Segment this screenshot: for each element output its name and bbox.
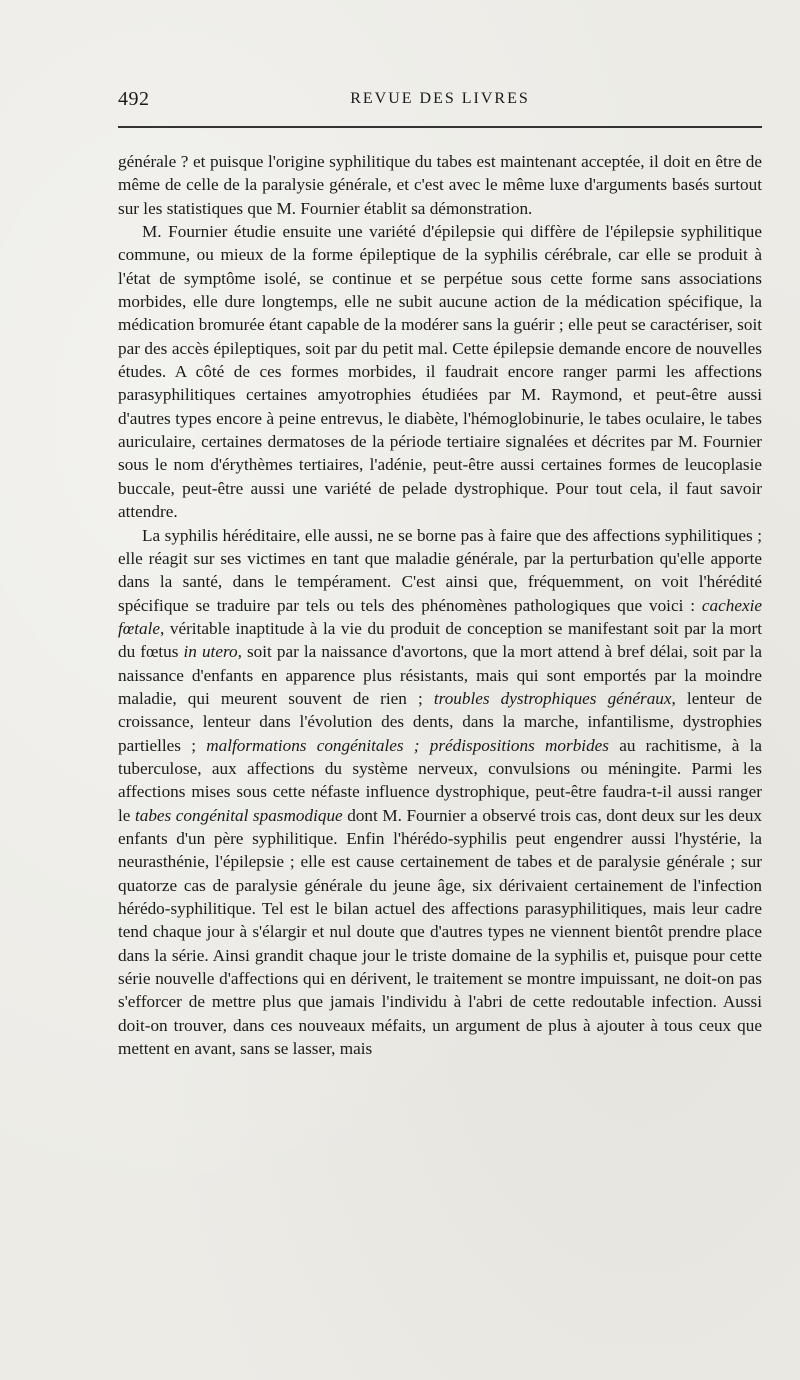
paragraph-3-text: , soit par la naissance d'avortons, que la mort attend à bref délai, soit par la naissance d'enfants en apparence plus résistants, mais qui sont emportés par la moindre maladie, qui meurent souvent de rien ; bbox=[118, 642, 763, 708]
page-header bbox=[118, 88, 762, 118]
header-rule bbox=[118, 126, 762, 128]
italic-term-cachexie: cachexie fœtale bbox=[118, 595, 762, 638]
italic-term-malformations: malformations congénitales ; prédispositions morbides bbox=[206, 735, 609, 755]
paragraph-1: générale ? et puisque l'origine syphilitique du tabes est maintenant acceptée, il doit en être de même de celle de la paralysie générale, et c'est avec le même luxe d'arguments basés surtout sur les statistiques que M. Fournier établit sa démonstration. bbox=[118, 152, 762, 218]
paragraph-3 bbox=[118, 524, 762, 1061]
page-number: 492 bbox=[118, 88, 150, 110]
paragraph-3-text: , véritable inaptitude à la vie du produit de conception se manifestant soit par la mort du fœtus bbox=[118, 618, 762, 662]
italic-term-tabes: tabes congénital spasmodique bbox=[134, 805, 343, 825]
paragraph-3-text: La syphilis héréditaire, elle aussi, ne se borne pas à faire que des affections syphilitiques ; elle réagit sur ses victimes en tant que maladie générale, par la perturbation qu'elle apporte dans la santé, dans le tempérament. C'est ainsi que, fréquemment, on voit l'hérédité spécifique se traduire par tels ou tels des phénomènes pathologiques que voici : bbox=[118, 525, 762, 615]
paragraph-3-text: dont M. Fournier a observé trois cas, dont deux sur les deux enfants d'un père syphilitique. Enfin l'hérédo-syphilis peut engendrer aussi l'hystérie, la neurasthénie, l'épilepsie ; elle est cause certainement de tabes et de paralysie générale ; sur quatorze cas de paralysie générale du jeune âge, six dérivaient certainement de l'infection hérédo-syphilitique. Tel est le bilan actuel des affections parasyphilitiques, mais leur cadre tend chaque jour à s'élargir et nul doute que d'autres types ne viennent bientôt prendre place dans la série. Ainsi grandit chaque jour le triste domaine de la syphilis et, puisque pour cette série nouvelle d'affections qui en dérivent, le traitement se montre impuissant, ne doit-on pas s'efforcer de mettre plus que jamais l'individu à l'abri de cette redoutable infection. Aussi doit-on trouver, dans ces nouveaux méfaits, un argument de plus à ajouter à tous ceux que mettent en avant, sans se lasser, mais bbox=[118, 805, 763, 1059]
paragraph-3-text: au rachitisme, à la tuberculose, aux affections du système nerveux, convulsions ou méningite. Parmi les affections mises sous cette néfaste influence dystrophique, peut-être faudra-t-il aussi ranger le bbox=[118, 735, 762, 825]
italic-term-troubles: troubles dystrophiques généraux bbox=[433, 688, 672, 708]
paragraph-2: M. Fournier étudie ensuite une variété d'épilepsie qui diffère de l'épilepsie syphilitique commune, ou mieux de la forme épileptique de la syphilis cérébrale, car elle se produit à l'état de symptôme isolé, se continue et se perpétue sous cette forme sans associations morbides, elle dure longtemps, elle ne subit aucune action de la médication spécifique, la médication bromurée étant capable de la modérer sans la guérir ; elle peut se caractériser, soit par des accès épileptiques, soit par du petit mal. Cette épilepsie demande encore de nouvelles études. A côté de ces formes morbides, il faudrait encore ranger parmi les affections parasyphilitiques certaines amyotrophies étudiées par M. Raymond, et peut-être aussi d'autres types encore à peine entrevus, le diabète, l'hémoglobinurie, le tabes oculaire, le tabes auriculaire, certaines dermatoses de la période tertiaire signalées et décrites par M. Fournier sous le nom d'érythèmes tertiaires, l'adénie, peut-être aussi certaines formes de leucoplasie buccale, peut-être aussi une variété de pelade dystrophique. Pour tout cela, il faut savoir attendre. bbox=[118, 222, 762, 522]
paragraph-3-text: , lenteur de croissance, lenteur dans l'évolution des dents, dans la marche, infantilisme, dystrophies partielles ; bbox=[118, 688, 762, 755]
italic-term-in-utero: in utero bbox=[183, 642, 238, 662]
running-title: REVUE DES LIVRES bbox=[350, 90, 530, 107]
body-text bbox=[118, 150, 762, 1060]
